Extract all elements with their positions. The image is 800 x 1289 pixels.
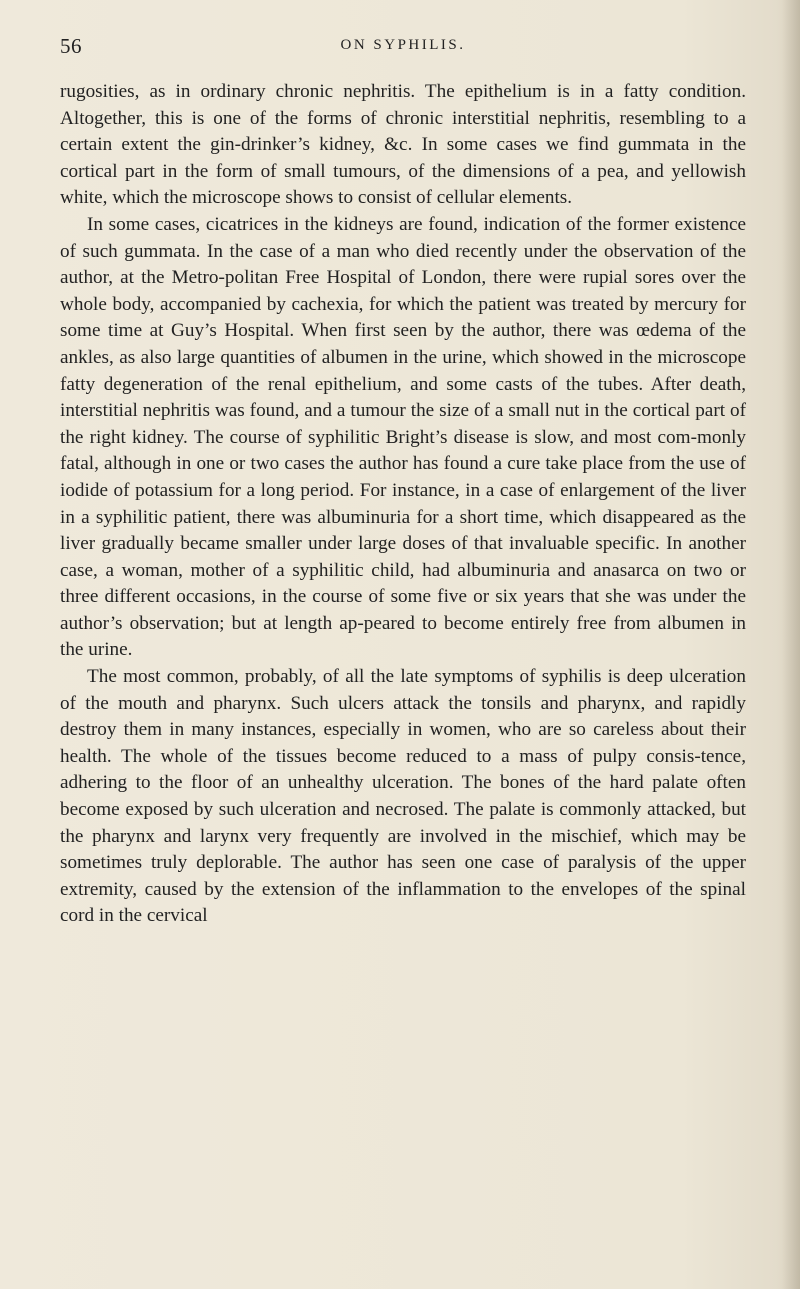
page-number: 56 (60, 34, 82, 58)
paragraph-cicatrices: In some cases, cicatrices in the kidneys are found, indication of the former existence of such gummata. In the case of a man who died recently under the observation of the author, at the Metro-politan Free Hospital of London, there were rupial sores over the whole body, accompanied by cachexia, for which the patient was treated by mercury for some time at Guy’s Hospital. When first seen by the author, there was œdema of the ankles, as also large quantities of albumen in the urine, which showed in the microscope fatty degeneration of the renal epithelium, and some casts of the tubes. After death, interstitial nephritis was found, and a tumour the size of a small nut in the cortical part of the right kidney. The course of syphilitic Bright’s disease is slow, and most com-monly fatal, although in one or two cases the author has found a cure take place from the use of iodide of potassium for a long period. For instance, in a case of enlargement of the liver in a syphilitic patient, there was albuminuria for a short time, which disappeared as the liver gradually became smaller under large doses of that invaluable specific. In another case, a woman, mother of a syphilitic child, had albuminuria and anasarca on two or three different occasions, in the course of some five or six years that she was under the author’s observation; but at length ap-peared to become entirely free from albumen in the urine. (60, 213, 746, 661)
page-header (60, 34, 746, 58)
body-text (60, 79, 746, 930)
paragraph-continued: rugosities, as in ordinary chronic nephritis. The epithelium is in a fatty condition. Altogether, this is one of the forms of chronic interstitial nephritis, resembling to a certain extent the gin-drinker’s kidney, &c. In some cases we find gummata in the cortical part in the form of small tumours, of the dimensions of a pea, and yellowish white, which the microscope shows to consist of cellular elements. (60, 81, 746, 209)
page-edge-shadow (782, 0, 800, 1289)
running-head: ON SYPHILIS. (340, 37, 466, 53)
paragraph-ulceration: The most common, probably, of all the late symptoms of syphilis is deep ulceration of the mouth and pharynx. Such ulcers attack the tonsils and pharynx, and rapidly destroy them in many instances, especially in women, who are so careless about their health. The whole of the tissues become reduced to a mass of pulpy consis-tence, adhering to the floor of an unhealthy ulceration. The bones of the hard palate often become exposed by such ulceration and necrosed. The palate is commonly attacked, but the pharynx and larynx very frequently are involved in the mischief, which may be sometimes truly deplorable. The author has seen one case of paralysis of the upper extremity, caused by the extension of the inflammation to the envelopes of the spinal cord in the cervical (60, 666, 746, 927)
